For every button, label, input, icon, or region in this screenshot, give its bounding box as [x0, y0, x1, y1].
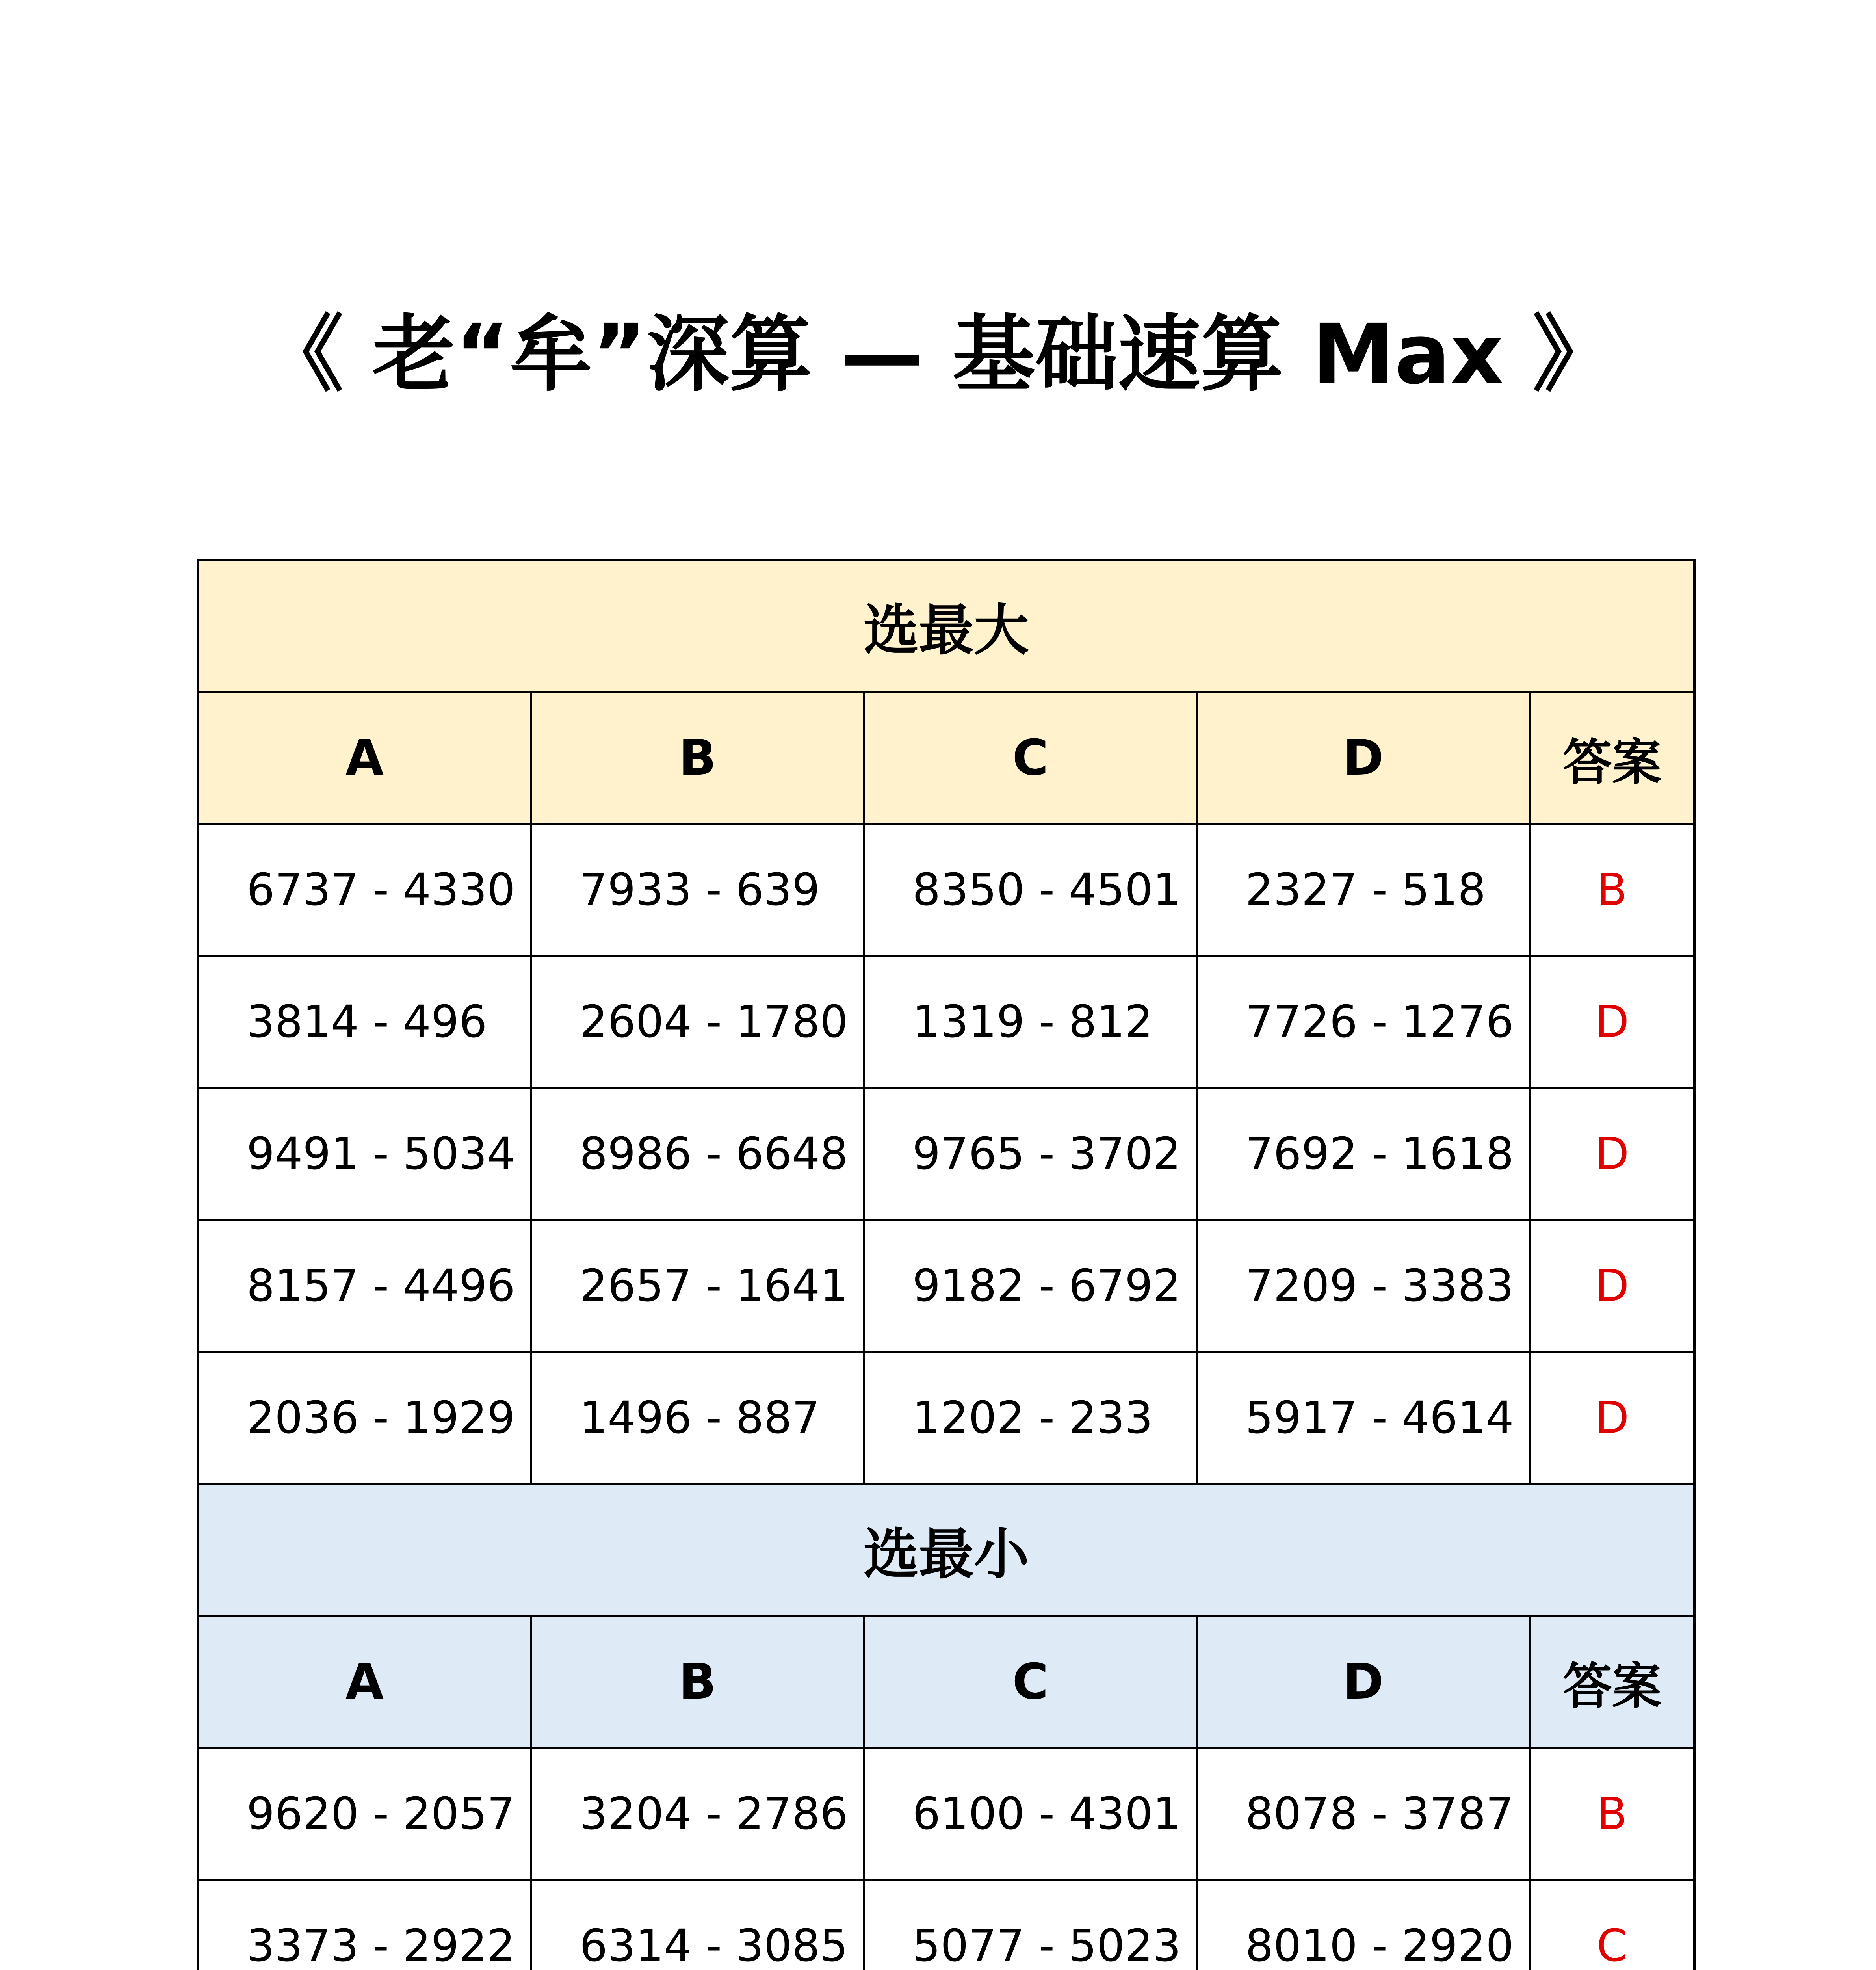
expression-cell: 1319 - 812: [864, 956, 1197, 1088]
expression-cell: 7726 - 1276: [1197, 956, 1530, 1088]
expression-cell: 8350 - 4501: [864, 824, 1197, 956]
expression-cell: 9182 - 6792: [864, 1220, 1197, 1352]
expression-cell: 1496 - 887: [531, 1352, 864, 1484]
column-header: A: [198, 1616, 531, 1748]
expression-cell: 7209 - 3383: [1197, 1220, 1530, 1352]
section-max-column-header-row: [198, 692, 1694, 824]
table-row: [198, 1088, 1694, 1220]
expression-cell: 8986 - 6648: [531, 1088, 864, 1220]
expression-cell: 3204 - 2786: [531, 1748, 864, 1880]
answer-cell: B: [1530, 824, 1694, 956]
expression-cell: 3814 - 496: [198, 956, 531, 1088]
expression-cell: 6314 - 3085: [531, 1880, 864, 1970]
column-header: C: [864, 692, 1197, 824]
expression-cell: 1202 - 233: [864, 1352, 1197, 1484]
column-header: D: [1197, 1616, 1530, 1748]
table-row: [198, 956, 1694, 1088]
expression-cell: 2604 - 1780: [531, 956, 864, 1088]
section-heading: 选最小: [198, 1484, 1694, 1616]
worksheet-table: [197, 559, 1696, 1970]
section-heading: 选最大: [198, 560, 1694, 692]
expression-cell: 2657 - 1641: [531, 1220, 864, 1352]
expression-cell: 6737 - 4330: [198, 824, 531, 956]
answer-column-header: 答案: [1530, 1616, 1694, 1748]
column-header: B: [531, 1616, 864, 1748]
expression-cell: 8010 - 2920: [1197, 1880, 1530, 1970]
answer-cell: B: [1530, 1748, 1694, 1880]
expression-cell: 3373 - 2922: [198, 1880, 531, 1970]
column-header: D: [1197, 692, 1530, 824]
expression-cell: 9620 - 2057: [198, 1748, 531, 1880]
answer-cell: D: [1530, 1220, 1694, 1352]
section-max-heading-row: [198, 560, 1694, 692]
column-header: B: [531, 692, 864, 824]
expression-cell: 2036 - 1929: [198, 1352, 531, 1484]
expression-cell: 5917 - 4614: [1197, 1352, 1530, 1484]
expression-cell: 7692 - 1618: [1197, 1088, 1530, 1220]
expression-cell: 8157 - 4496: [198, 1220, 531, 1352]
page-title: 《 老“牟”深算 — 基础速算 Max 》: [261, 306, 1615, 403]
expression-cell: 9491 - 5034: [198, 1088, 531, 1220]
table-row: [198, 1880, 1694, 1970]
expression-cell: 9765 - 3702: [864, 1088, 1197, 1220]
answer-cell: D: [1530, 1352, 1694, 1484]
expression-cell: 8078 - 3787: [1197, 1748, 1530, 1880]
expression-cell: 2327 - 518: [1197, 824, 1530, 956]
table-row: [198, 1352, 1694, 1484]
section-min-column-header-row: [198, 1616, 1694, 1748]
answer-cell: D: [1530, 956, 1694, 1088]
expression-cell: 5077 - 5023: [864, 1880, 1197, 1970]
table-row: [198, 1748, 1694, 1880]
answer-cell: C: [1530, 1880, 1694, 1970]
expression-cell: 6100 - 4301: [864, 1748, 1197, 1880]
table-row: [198, 824, 1694, 956]
column-header: C: [864, 1616, 1197, 1748]
section-min-heading-row: [198, 1484, 1694, 1616]
column-header: A: [198, 692, 531, 824]
answer-cell: D: [1530, 1088, 1694, 1220]
answer-column-header: 答案: [1530, 692, 1694, 824]
expression-cell: 7933 - 639: [531, 824, 864, 956]
table-row: [198, 1220, 1694, 1352]
